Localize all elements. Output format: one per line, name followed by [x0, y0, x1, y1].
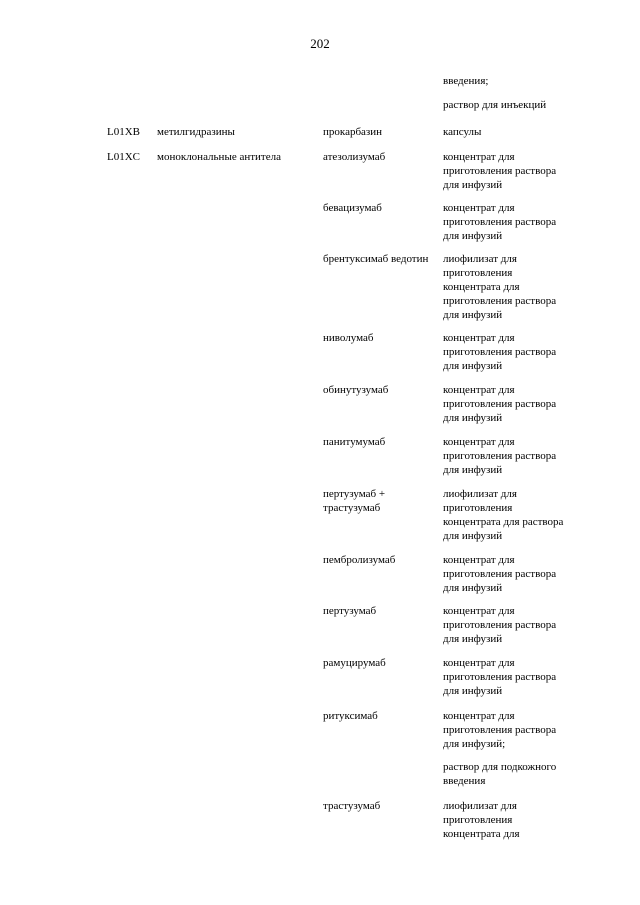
drug-name: ниволумаб [323, 332, 374, 344]
atc-code: L01XB [107, 126, 140, 138]
drug-name: бевацизумаб [323, 202, 382, 214]
dosage-form: концентрат для приготовления раствора для инфузий; [443, 710, 557, 750]
continued-form-line-2: раствор для инъекций [443, 99, 547, 111]
atc-code: L01XC [107, 151, 140, 163]
dosage-form: концентрат для приготовления раствора для инфузий [443, 202, 557, 242]
dosage-form: концентрат для приготовления раствора для инфузий [443, 554, 557, 594]
dosage-form: концентрат для приготовления раствора для инфузий [443, 657, 557, 697]
dosage-form: концентрат для приготовления раствора для инфузий [443, 332, 557, 372]
drug-name: брентуксимаб ведотин [323, 253, 429, 265]
dosage-form: концентрат для приготовления раствора для инфузий [443, 384, 557, 424]
dosage-form: концентрат для приготовления раствора для инфузий [443, 436, 557, 476]
drug-name: пертузумаб + трастузумаб [323, 488, 386, 514]
drug-name: пертузумаб [323, 605, 377, 617]
continued-form-line-1: введения; [443, 75, 489, 87]
drug-name: трастузумаб [323, 800, 381, 812]
dosage-form: лиофилизат для приготовления концентрата для [443, 800, 520, 840]
drug-name: рамуцирумаб [323, 657, 386, 669]
drug-name: панитумумаб [323, 436, 386, 448]
drug-name: прокарбазин [323, 126, 383, 138]
page-number: 202 [310, 36, 330, 51]
dosage-form-alt: раствор для подкожного введения [443, 761, 557, 787]
group-name: моноклональные антитела [157, 151, 281, 163]
dosage-form: концентрат для приготовления раствора для инфузий [443, 151, 557, 191]
dosage-form: капсулы [443, 126, 482, 138]
drug-name: атезолизумаб [323, 151, 386, 163]
drug-name: ритуксимаб [323, 710, 378, 722]
dosage-form: лиофилизат для приготовления концентрата для раствора для инфузий [443, 488, 564, 542]
group-name: метилгидразины [157, 126, 235, 138]
dosage-form: концентрат для приготовления раствора для инфузий [443, 605, 557, 645]
drug-name: обинутузумаб [323, 384, 389, 396]
dosage-form: лиофилизат для приготовления концентрата для приготовления раствора для инфузий [443, 253, 557, 321]
drug-name: пембролизумаб [323, 554, 396, 566]
